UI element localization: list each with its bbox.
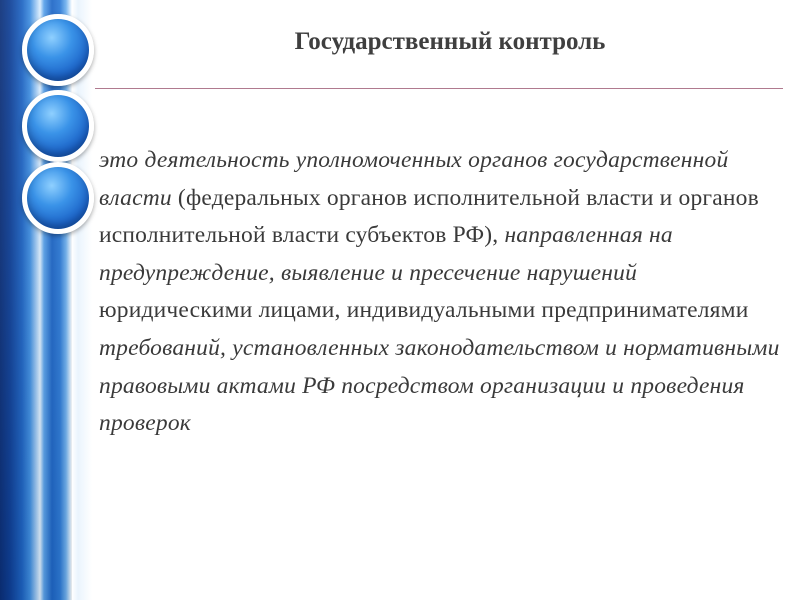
title-divider xyxy=(95,88,783,89)
definition-regular-part: юридическими лицами, индивидуальными предпринимателями xyxy=(99,297,749,324)
decorative-circle-icon xyxy=(22,162,94,234)
decorative-circle-icon xyxy=(22,90,94,162)
definition-regular-part: (федеральных органов исполнительной власти и органов исполнительной власти субъектов РФ), xyxy=(99,184,759,249)
decorative-circle-icon xyxy=(22,14,94,86)
definition-italic-part: направленная на предупреждение, выявление и пресечение нарушений xyxy=(99,222,673,286)
definition-italic-part: требований, установленных законодательством и нормативными правовыми актами РФ посредством организации и проведения проверок xyxy=(99,334,780,437)
definition-italic-part: это деятельность уполномоченных органов государственной власти xyxy=(99,147,729,211)
slide-title: Государственный контроль xyxy=(294,28,606,55)
decorative-sidebar xyxy=(0,0,92,600)
slide-body xyxy=(99,142,789,443)
